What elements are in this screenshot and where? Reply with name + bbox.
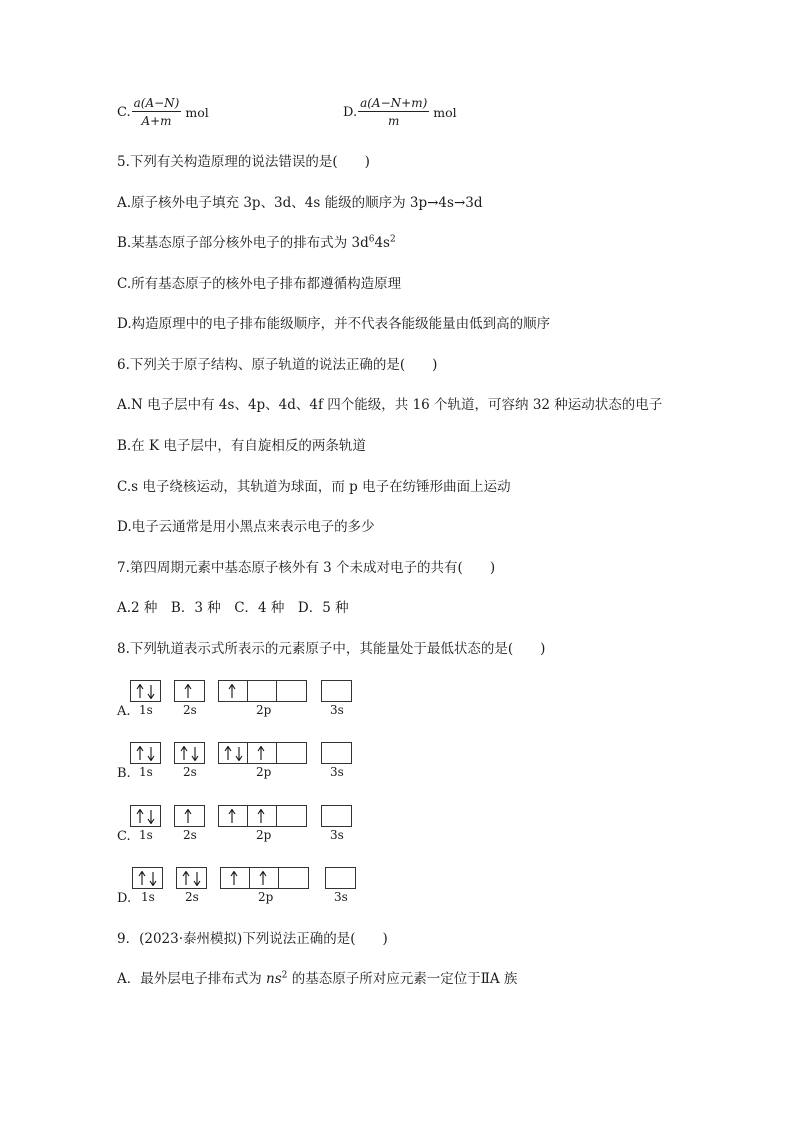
spin-down-arrow-icon (193, 871, 201, 886)
spin-up-arrow-icon (257, 746, 265, 761)
spin-up-arrow-icon (180, 746, 188, 761)
q9-a-suffix: 的基态原子所对应元素一定位于ⅡA 族 (287, 971, 518, 987)
orbital-cell (322, 681, 351, 701)
orbital-box-2p (218, 742, 307, 764)
orbital-box-2s (174, 680, 205, 702)
q8-stem: 8.下列轨道表示式所表示的元素原子中，其能量处于最低状态的是( ) (117, 641, 546, 657)
orbital-cell (131, 681, 160, 701)
orbital-label: 1s (139, 703, 153, 717)
orbital-box-1s (132, 867, 163, 889)
fraction-c (132, 96, 182, 128)
q6-option-d: D.电子云通常是用小黑点来表示电子的多少 (117, 519, 375, 535)
orbital-box-2s (174, 742, 205, 764)
orbital-label: 2s (183, 703, 197, 717)
orbital-cell (175, 681, 204, 701)
option-d-fraction (343, 96, 457, 128)
q7-stem: 7.第四周期元素中基态原子核外有 3 个未成对电子的共有( ) (117, 560, 496, 576)
orbital-cell (131, 743, 160, 763)
orbital-cell (277, 743, 306, 763)
orbital-box-2s (174, 805, 205, 827)
orbital-label: 2s (185, 890, 199, 904)
q5-option-a: A.原子核外电子填充 3p、3d、4s 能级的顺序为 3p→4s→3d (117, 195, 483, 211)
q8-option-a-diagram (117, 680, 477, 724)
orbital-cell (322, 806, 351, 826)
q9-stem: 9．(2023·泰州模拟)下列说法正确的是( ) (117, 931, 388, 947)
orbital-label: 3s (334, 890, 348, 904)
q5-b-sup1: 6 (368, 234, 375, 245)
orbital-cell (131, 806, 160, 826)
orbital-cell (133, 868, 162, 888)
q5-b-sup2: 2 (390, 234, 396, 245)
spin-up-arrow-icon (228, 809, 236, 824)
spin-up-arrow-icon (259, 871, 267, 886)
q9-a-prefix: A．最外层电子排布式为 (117, 971, 267, 987)
orbital-box-3s (321, 805, 352, 827)
q5-option-c: C.所有基态原子的核外电子排布都遵循构造原理 (117, 276, 402, 292)
spin-up-arrow-icon (182, 871, 190, 886)
q9-a-ns: ns (266, 971, 282, 987)
orbital-label: 2p (256, 828, 272, 842)
orbital-cell (219, 743, 248, 763)
orbital-label: 3s (330, 828, 344, 842)
orbital-box-1s (130, 805, 161, 827)
spin-down-arrow-icon (147, 809, 155, 824)
orbital-cell (248, 681, 277, 701)
orbital-cell (177, 868, 206, 888)
q9-a-sup: 2 (281, 970, 288, 981)
orbital-cell (219, 806, 248, 826)
q6-stem: 6.下列关于原子结构、原子轨道的说法正确的是( ) (117, 357, 438, 373)
q5-b-prefix: B.某基态原子部分核外电子的排布式为 3d (117, 235, 369, 251)
orbital-box-3s (321, 680, 352, 702)
q5-option-b (117, 234, 396, 252)
q7-options: A.2 种 B．3 种 C．4 种 D．5 种 (117, 600, 349, 616)
orbital-label: 3s (330, 703, 344, 717)
spin-up-arrow-icon (228, 684, 236, 699)
orbital-label: 2p (256, 703, 272, 717)
spin-up-arrow-icon (224, 746, 232, 761)
spin-up-arrow-icon (184, 684, 192, 699)
spin-up-arrow-icon (136, 684, 144, 699)
spin-up-arrow-icon (136, 746, 144, 761)
fraction-d-denominator: m (387, 114, 400, 128)
fraction-d (358, 96, 429, 128)
spin-up-arrow-icon (257, 809, 265, 824)
option-c-letter: C. (117, 104, 131, 120)
option-d-unit: mol (433, 104, 457, 120)
orbital-box-1s (130, 680, 161, 702)
orbital-cell (175, 743, 204, 763)
option-c-fraction (117, 96, 209, 128)
orbital-label: 2p (256, 765, 272, 779)
orbital-box-3s (325, 867, 356, 889)
orbital-cell (219, 681, 248, 701)
orbital-cell (250, 868, 279, 888)
spin-down-arrow-icon (149, 871, 157, 886)
orbital-box-3s (321, 742, 352, 764)
q8-option-c-diagram (117, 805, 477, 849)
fraction-c-numerator: a(A−N) (133, 96, 180, 110)
q5-option-d: D.构造原理中的电子排布能级顺序，并不代表各能级能量由低到高的顺序 (117, 316, 551, 332)
orbital-label: 2p (258, 890, 274, 904)
spin-down-arrow-icon (191, 746, 199, 761)
orbital-box-2p (220, 867, 309, 889)
orbital-box-1s (130, 742, 161, 764)
q8-option-letter: A. (117, 704, 131, 719)
orbital-label: 1s (139, 765, 153, 779)
orbital-cell (175, 806, 204, 826)
q8-option-letter: C. (117, 829, 131, 844)
fraction-c-denominator: A+m (141, 114, 172, 128)
orbital-cell (248, 743, 277, 763)
q9-option-a (117, 970, 517, 988)
spin-up-arrow-icon (136, 809, 144, 824)
orbital-box-2s (176, 867, 207, 889)
spin-up-arrow-icon (230, 871, 238, 886)
fraction-d-numerator: a(A−N+m) (360, 96, 428, 110)
q6-option-a: A.N 电子层中有 4s、4p、4d、4f 四个能级，共 16 个轨道，可容纳 32 种运动状态的电子 (117, 397, 663, 413)
q8-option-b-diagram (117, 742, 477, 786)
q8-option-letter: D. (117, 891, 132, 906)
q8-option-d-diagram (117, 867, 477, 911)
orbital-label: 2s (183, 828, 197, 842)
q6-option-c: C.s 电子绕核运动，其轨道为球面，而 p 电子在纺锤形曲面上运动 (117, 479, 511, 495)
spin-down-arrow-icon (235, 746, 243, 761)
orbital-label: 1s (141, 890, 155, 904)
spin-up-arrow-icon (138, 871, 146, 886)
option-c-unit: mol (185, 104, 209, 120)
orbital-cell (326, 868, 355, 888)
orbital-label: 1s (139, 828, 153, 842)
orbital-label: 2s (183, 765, 197, 779)
q8-option-letter: B. (117, 766, 131, 781)
q6-option-b: B.在 K 电子层中，有自旋相反的两条轨道 (117, 438, 366, 454)
orbital-label: 3s (330, 765, 344, 779)
orbital-box-2p (218, 680, 307, 702)
q5-b-mid: 4s (374, 235, 390, 251)
spin-down-arrow-icon (147, 746, 155, 761)
option-d-letter: D. (343, 104, 358, 120)
orbital-cell (279, 868, 308, 888)
orbital-box-2p (218, 805, 307, 827)
spin-up-arrow-icon (184, 809, 192, 824)
spin-down-arrow-icon (147, 684, 155, 699)
orbital-cell (277, 806, 306, 826)
orbital-cell (322, 743, 351, 763)
orbital-cell (277, 681, 306, 701)
orbital-cell (248, 806, 277, 826)
orbital-cell (221, 868, 250, 888)
q5-stem: 5.下列有关构造原理的说法错误的是( ) (117, 154, 370, 170)
